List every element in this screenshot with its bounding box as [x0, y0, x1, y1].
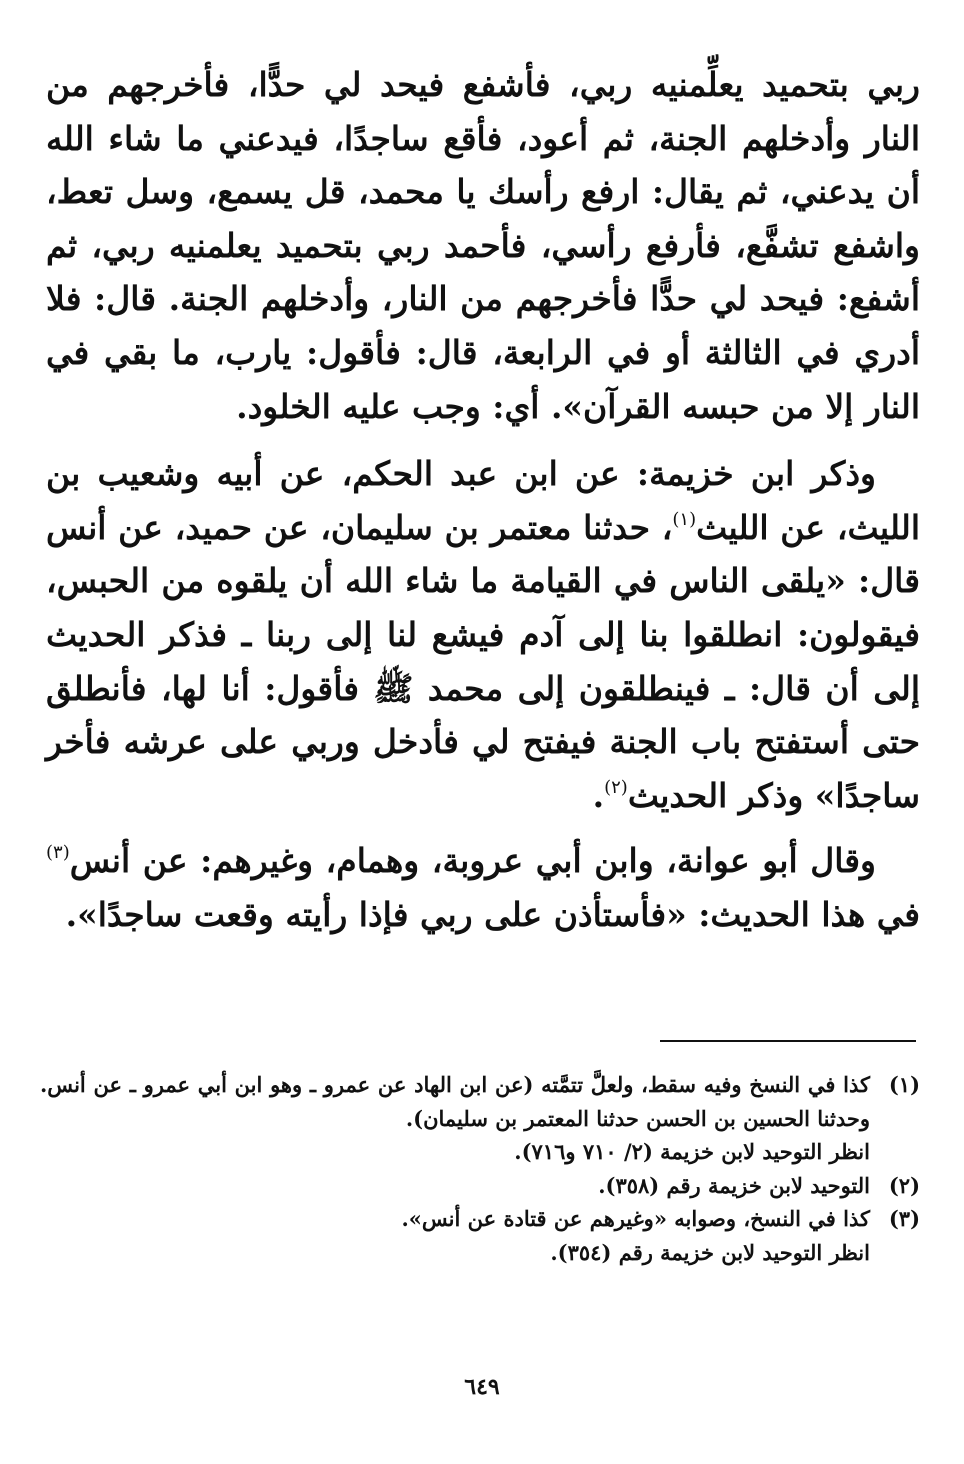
footnote-3-number: (٣) — [888, 1206, 920, 1231]
paragraph-1-text: ربي بتحميد يعلِّمنيه ربي، فأشفع فيحد لي حدًّا، فأخرجهم من النار وأدخلهم الجنة، ثم أعود، فأقع ساجدًا، فيدعني ما شاء الله أن يدعني، ثم يقال: ارفع رأسك يا محمد، قل يسمع، وسل تعط، واشفع تشفَّع، فأرفع رأسي، فأحمد ربي بتحميد يعلمنيه ربي، ثم أشفع: فيحد لي حدًّا فأخرجهم من النار، وأدخلهم الجنة. قال: فلا أدري في الثالثة أو في الرابعة، قال: فأقول: يارب، ما بقي في النار إلا من حبسه القرآن». أي: وجب عليه الخلود. — [46, 65, 920, 426]
paragraph-2 — [46, 447, 920, 822]
main-text — [46, 58, 920, 942]
paragraph-2-text-c: . — [592, 775, 605, 815]
paragraph-3-text-a: وقال أبو عوانة، وابن أبي عروبة، وهمام، وغيرهم: عن أنس — [69, 841, 876, 881]
footnote-1-body — [40, 1068, 870, 1169]
footnote-3 — [40, 1202, 920, 1269]
footnote-1-line-1: كذا في النسخ وفيه سقط، ولعلَّ تتمَّته (عن ابن الهاد عن عمرو ـ وهو ابن أبي عمرو ـ عن أنس. وحدثنا الحسين بن الحسن حدثنا المعتمر بن سليمان). — [40, 1072, 871, 1131]
footnote-2-body — [40, 1169, 870, 1203]
footnote-ref-2[interactable]: (٢) — [604, 776, 628, 798]
footnote-ref-1[interactable]: (١) — [672, 508, 697, 530]
paragraph-3-text-b: في هذا الحديث: «فأستأذن على ربي فإذا رأيته وقعت ساجدًا». — [65, 894, 920, 934]
paragraph-2-text-a: وذكر ابن خزيمة: عن ابن عبد الحكم، عن أبيه وشعيب بن الليث، عن الليث — [46, 454, 920, 547]
footnote-2 — [40, 1169, 920, 1203]
paragraph-1 — [46, 58, 920, 433]
footnote-3-line-2: انظر التوحيد لابن خزيمة رقم (٣٥٤). — [550, 1239, 870, 1265]
paragraph-2-text-b: ، حدثنا معتمر بن سليمان، عن حميد، عن أنس قال: «يلقى الناس في القيامة ما شاء الله أن يلقوه من الحبس، فيقولون: انطلقوا بنا إلى آدم فيشع لنا إلى ربنا ـ فذكر الحديث إلى أن قال: ـ فينطلقون إلى محمد ﷺ فأقول: أنا لها، فأنطلق حتى أستفتح باب الجنة فيفتح لي فأدخل وربي على عرشه فأخر ساجدًا» وذكر الحديث — [46, 507, 920, 815]
paragraph-3 — [46, 834, 920, 941]
footnotes — [40, 1068, 920, 1269]
footnote-1 — [40, 1068, 920, 1169]
footnote-3-body — [40, 1202, 870, 1269]
footnote-3-line-1: كذا في النسخ، وصوابه «وغيرهم عن قتادة عن أنس». — [401, 1206, 870, 1231]
footnote-ref-3[interactable]: (٣) — [46, 842, 70, 864]
footnote-2-line-1: التوحيد لابن خزيمة رقم (٣٥٨). — [598, 1172, 870, 1198]
page-number: ٦٤٩ — [464, 1374, 500, 1400]
footnote-divider — [660, 1040, 916, 1042]
footnote-1-line-2: انظر التوحيد لابن خزيمة (٢/ ٧١٠ و٧١٦). — [514, 1139, 870, 1164]
footnote-1-number: (١) — [888, 1072, 920, 1097]
footnote-2-number: (٢) — [888, 1172, 920, 1198]
